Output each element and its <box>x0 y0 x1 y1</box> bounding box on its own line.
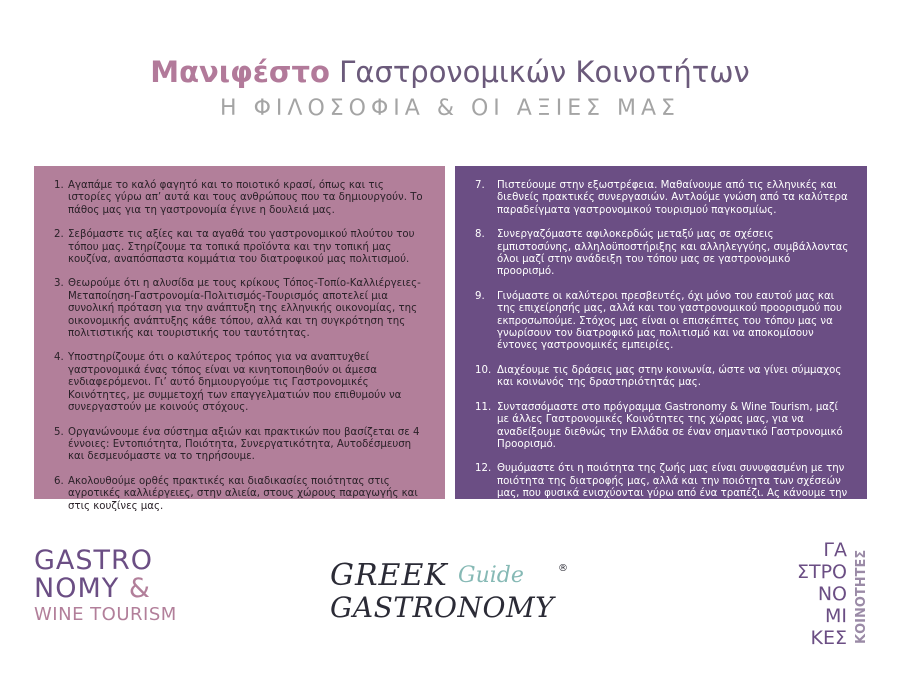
list-item <box>475 402 849 452</box>
page-subtitle: Η ΦΙΛΟΣΟΦΙΑ & ΟΙ ΑΞΙΕΣ ΜΑΣ <box>220 96 680 121</box>
page-title <box>0 55 900 89</box>
item-number: 2. <box>54 229 64 241</box>
item-number: 4. <box>54 352 64 364</box>
gastronomikes-koinotites-logo <box>775 538 870 648</box>
item-number: 9. <box>475 290 485 302</box>
item-text: Θυμόμαστε ότι η ποιότητα της ζωής μας είναι συνυφασμένη με την ποιότητα της διατροφής μας, αλλά και την ποιότητα των σχέσεών μας, που φυσικά ενισχύονται γύρω από ένα τραπέζι. Ας κάνουμε την Ελλάδα ένα μεγάλο τραπέζι γνώσης, συνεργασίας και χαράς! <box>497 463 848 512</box>
item-text: Οργανώνουμε ένα σύστημα αξιών και πρακτικών που βασίζεται σε 4 έννοιες: Εντοπιότητα, Ποιότητα, Συνεργατικότητα, Αυτοδέσμευση και δεσμευόμαστε να το τηρήσουμε. <box>68 426 420 463</box>
logo-ampersand: & <box>128 573 151 604</box>
list-item <box>475 180 849 217</box>
list-item <box>54 427 427 464</box>
greek-guide-gastronomy-logo <box>326 555 586 625</box>
left-manifesto-panel <box>34 166 445 512</box>
item-text: Υποστηρίζουμε ότι ο καλύτερος τρόπος για να αναπτυχθεί γαστρονομικά ένας τόπος είναι να κινητοποιηθούν οι άμεσα ενδιαφερόμενοι. Γι’ αυτό δημιουργούμε τις Γαστρονομικές Κοινότητες, με συμμετοχή των επαγγελματιών που επιθυμούν να συνεργαστούν με κοινούς στόχους. <box>68 352 402 414</box>
logo-line-nomy <box>34 575 184 603</box>
gastronomy-wine-tourism-logo <box>34 547 184 627</box>
item-number: 12. <box>475 463 492 475</box>
logo-text-nomy: NOMY <box>34 573 120 604</box>
logo-line-1: ΓΑ <box>823 539 847 561</box>
title-rest: Γαστρονομικών Κοινοτήτων <box>339 55 750 89</box>
item-text: Αγαπάμε το καλό φαγητό και το ποιοτικό κρασί, όπως και τις ιστορίες γύρω απ’ αυτά και τους ανθρώπους που τα δημιουργούν. Το πάθος μας για τη γαστρονομία έγινε η δουλειά μας. <box>68 180 423 216</box>
item-text: Θεωρούμε ότι η αλυσίδα με τους κρίκους Τόπος-Τοπίο-Καλλιέργειες-Μεταποίηση-Γαστρονομία-Πολιτισμός-Τουρισμός αποτελεί μια συνολική πρόταση για την ανάπτυξη της ελληνικής οικονομίας, της οικονομικής ανάπτυξης κάθε τόπου, αλλά και τη συγκρότηση της πολιτιστικής και τουριστικής του ταυτότητας. <box>68 278 421 340</box>
logo-vertical-text: ΚΟΙΝΟΤΗΤΕΣ <box>854 549 869 644</box>
item-text: Γινόμαστε οι καλύτεροι πρεσβευτές, όχι μόνο του εαυτού μας και της επιχείρησής μας, αλλά και του γαστρονομικού προορισμού που εκπροσωπούμε. Στόχος μας είναι οι επισκέπτες του τόπου μας να γνωρίσουν τον διατροφικό μας πολιτισμό και να αποκομίσουν έντονες γαστρονομικές εμπειρίες. <box>497 290 842 352</box>
item-number: 5. <box>54 426 64 438</box>
logo-line-wine-tourism: WINE TOURISM <box>34 604 177 625</box>
item-number: 11. <box>475 401 492 413</box>
manifesto-list-right <box>475 180 849 513</box>
list-item <box>54 180 427 217</box>
item-text: Συνεργαζόμαστε αφιλοκερδώς μεταξύ μας σε σχέσεις εμπιστοσύνης, αλληλοϋποστήριξης και αλληλεγγύης, συμβάλλοντας όλοι μαζί στην ανάδειξη του τόπου μας σε γαστρονομικό προορισμό. <box>497 229 849 278</box>
registered-mark: ® <box>558 563 568 574</box>
logo-word-gastronomy: GASTRONOMY <box>330 591 555 624</box>
item-number: 1. <box>54 180 64 191</box>
right-manifesto-panel <box>455 166 867 512</box>
logo-word-greek: GREEK <box>330 558 448 593</box>
item-text: Σεβόμαστε τις αξίες και τα αγαθά του γαστρονομικού πλούτου του τόπου μας. Στηρίζουμε τα τοπικά προϊόντα και την τοπική μας κουζίνα, αναπόσπαστα κομμάτια του διατροφικού μας πολιτισμού. <box>68 229 415 266</box>
manifesto-list-left <box>54 180 427 513</box>
logo-line-2: ΣΤΡΟ <box>796 561 847 583</box>
item-number: 3. <box>54 278 64 290</box>
list-item <box>475 463 849 513</box>
logo-line-4: ΜΙ <box>825 605 847 627</box>
item-text: Πιστεύουμε στην εξωστρέφεια. Μαθαίνουμε από τις ελληνικές και διεθνείς πρακτικές συνεργασιών. Αντλούμε γνώση από τα καλύτερα παραδείγματα γαστρονομικού τουρισμού παγκοσμίως. <box>497 180 848 216</box>
item-text: Συντασσόμαστε στο πρόγραμμα Gastronomy & Wine Tourism, μαζί με άλλες Γαστρονομικές Κοινότητες της χώρας μας, για να αναδείξουμε διεθνώς την Ελλάδα σε έναν σημαντικό Γαστρονομικό Προορισμό. <box>497 401 843 450</box>
list-item <box>475 291 849 353</box>
list-item <box>54 352 427 414</box>
item-number: 8. <box>475 229 485 241</box>
title-accent: Μανιφέστο <box>150 55 330 89</box>
logo-word-guide: Guide <box>458 563 524 588</box>
logo-line-5: ΚΕΣ <box>810 627 847 648</box>
list-item <box>54 278 427 340</box>
list-item <box>54 476 427 513</box>
item-text: Διαχέουμε τις δράσεις μας στην κοινωνία, ώστε να γίνει σύμμαχος και κοινωνός της δραστηριότητάς μας. <box>497 364 842 389</box>
item-number: 7. <box>475 180 485 191</box>
item-text: Ακολουθούμε ορθές πρακτικές και διαδικασίες ποιότητας στις αγροτικές καλλιέργειες, στην αλιεία, στους χώρους παραγωγής και στις κουζίνες μας. <box>68 475 418 512</box>
list-item <box>475 365 849 390</box>
logo-line-3: ΝΟ <box>817 583 847 605</box>
list-item <box>475 229 849 279</box>
item-number: 10. <box>475 364 492 376</box>
item-number: 6. <box>54 475 64 487</box>
logo-line-gastro: GASTRO <box>34 545 154 576</box>
list-item <box>54 229 427 266</box>
